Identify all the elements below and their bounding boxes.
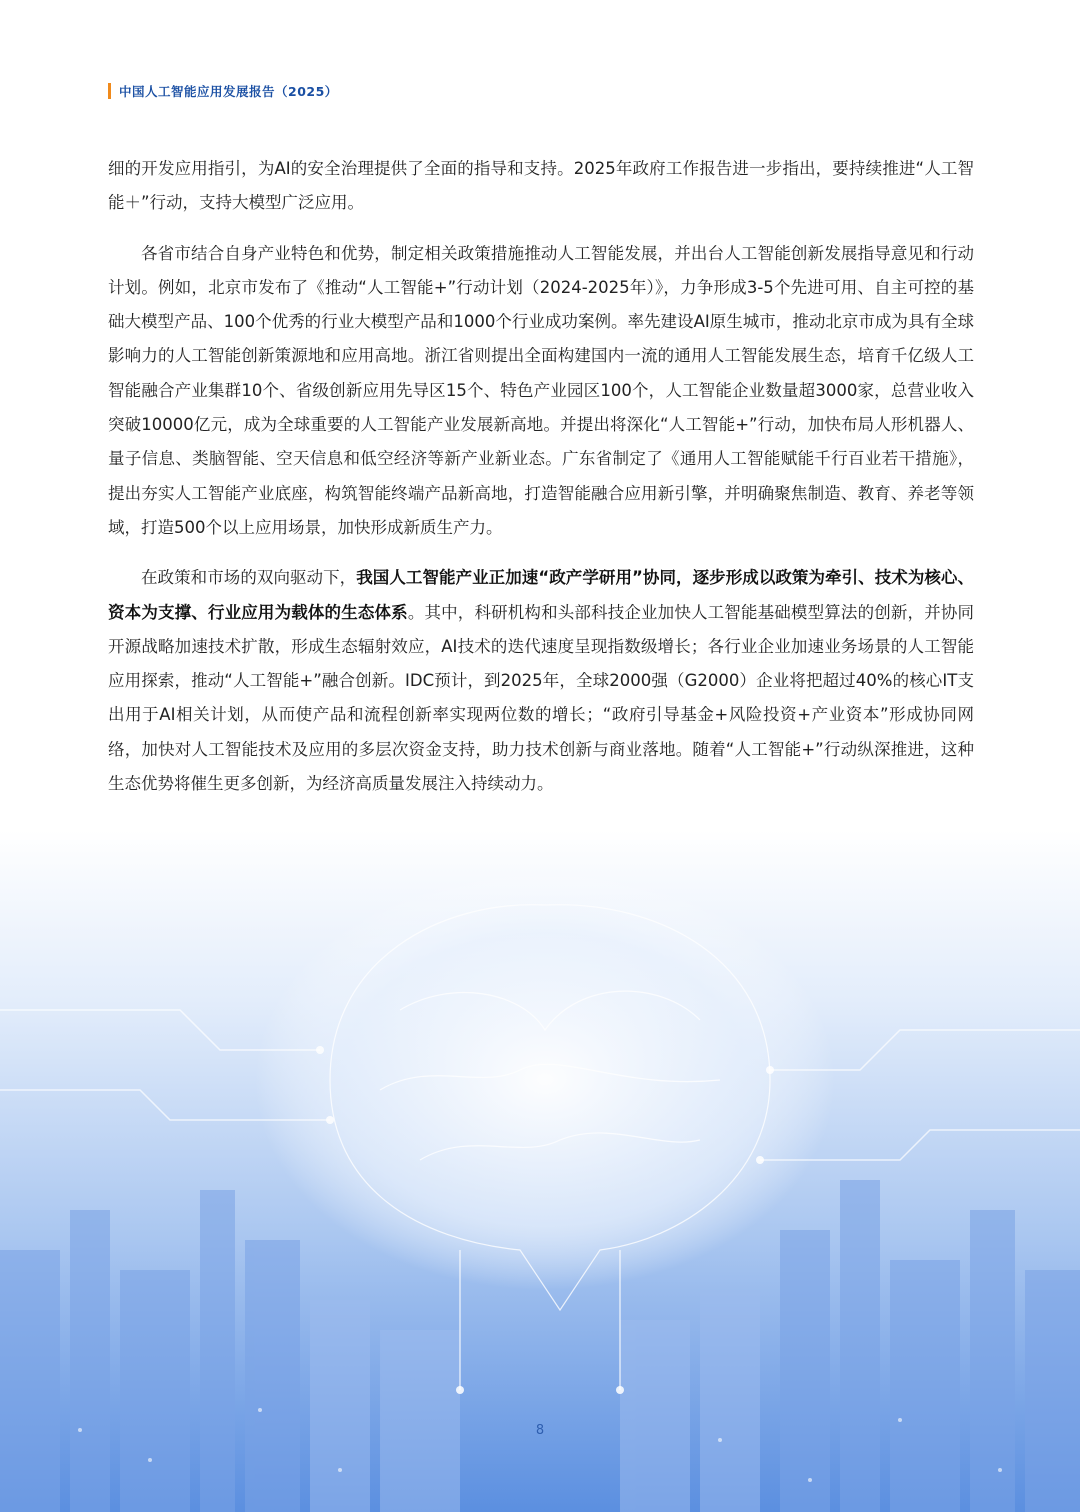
bold-text-run: 我国人工智能产业正加速“政产学研用”协同，逐步形成以政策为牵引、技术为核心、资本为支撑、行业应用为载体的生态体系 [108, 568, 974, 622]
ai-brain-city-illustration [0, 830, 1080, 1512]
paragraph-2 [108, 237, 974, 546]
text-run: 细的开发应用指引，为AI的安全治理提供了全面的指导和支持。2025年政府工作报告进一步指出，要持续推进“人工智能＋”行动，支持大模型广泛应用。 [108, 159, 974, 213]
running-header [108, 82, 338, 100]
body-text [108, 152, 974, 817]
background-art-svg [0, 830, 1080, 1512]
paragraph-3 [108, 561, 974, 801]
header-accent-bar [108, 83, 111, 99]
text-run: 在政策和市场的双向驱动下， [141, 568, 357, 588]
header-title: 中国人工智能应用发展报告（2025） [119, 84, 338, 99]
text-run: 。其中，科研机构和头部科技企业加快人工智能基础模型算法的创新，并协同开源战略加速技术扩散，形成生态辐射效应，AI技术的迭代速度呈现指数级增长；各行业企业加速业务场景的人工智能应用探索，推动“人工智能+”融合创新。IDC预计，到2025年，全球2000强（G2000）企业将把超过40%的核心IT支出用于AI相关计划，从而使产品和流程创新率实现两位数的增长；“政府引导基金+风险投资+产业资本”形成协同网络，加快对人工智能技术及应用的多层次资金支持，助力技术创新与商业落地。随着“人工智能+”行动纵深推进，这种生态优势将催生更多创新，为经济高质量发展注入持续动力。 [108, 602, 975, 794]
page-number: 8 [535, 1423, 545, 1438]
text-run: 各省市结合自身产业特色和优势，制定相关政策措施推动人工智能发展，并出台人工智能创新发展指导意见和行动计划。例如，北京市发布了《推动“人工智能+”行动计划（2024-2025年）》，力争形成3-5个先进可用、自主可控的基础大模型产品、100个优秀的行业大模型产品和1000个行业成功案例。率先建设AI原生城市，推动北京市成为具有全球影响力的人工智能创新策源地和应用高地。浙江省则提出全面构建国内一流的通用人工智能发展生态，培育千亿级人工智能融合产业集群10个、省级创新应用先导区15个、特色产业园区100个，人工智能企业数量超3000家，总营业收入突破10000亿元，成为全球重要的人工智能产业发展新高地。并提出将深化“人工智能+”行动，加快布局人形机器人、量子信息、类脑智能、空天信息和低空经济等新产业新业态。广东省制定了《通用人工智能赋能千行百业若干措施》，提出夯实人工智能产业底座，构筑智能终端产品新高地，打造智能融合应用新引擎，并明确聚焦制造、教育、养老等领域，打造500个以上应用场景，加快形成新质生产力。 [108, 243, 974, 537]
paragraph-1 [108, 152, 974, 221]
